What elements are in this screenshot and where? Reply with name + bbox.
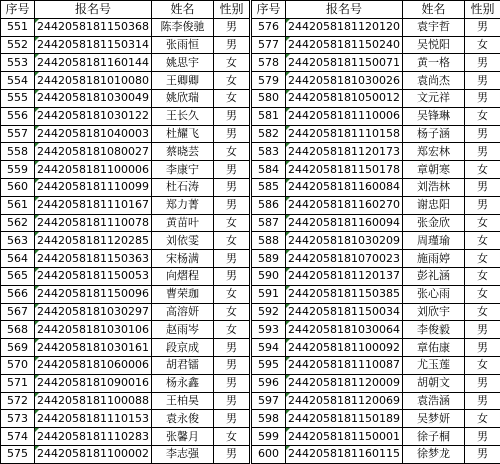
table-row [1, 54, 250, 72]
name-cell[interactable]: 张馨月 [152, 428, 214, 446]
seq-cell[interactable]: 561 [1, 196, 35, 214]
name-cell[interactable]: 胡朝文 [403, 374, 465, 392]
gender-cell[interactable]: 男 [465, 196, 500, 214]
table-row [1, 178, 250, 196]
name-cell[interactable]: 张金欣 [403, 214, 465, 232]
header-gender[interactable]: 性别 [214, 1, 250, 19]
gender-cell[interactable]: 男 [465, 18, 500, 36]
gender-cell[interactable]: 男 [214, 356, 250, 374]
seq-cell[interactable]: 554 [1, 72, 35, 90]
name-cell[interactable]: 郑力菁 [152, 196, 214, 214]
gender-cell[interactable]: 女 [214, 321, 250, 339]
seq-cell[interactable]: 575 [1, 445, 35, 463]
seq-cell[interactable]: 588 [252, 232, 286, 250]
name-cell[interactable]: 谢忠阳 [403, 196, 465, 214]
seq-cell[interactable]: 592 [252, 303, 286, 321]
table-row [252, 321, 500, 339]
gender-cell[interactable]: 女 [465, 214, 500, 232]
reg-number-cell[interactable]: 2442058181120069 [286, 392, 403, 410]
reg-number-cell[interactable]: 2442058181090016 [35, 374, 152, 392]
seq-cell[interactable]: 573 [1, 410, 35, 428]
gender-cell[interactable]: 男 [214, 392, 250, 410]
seq-cell[interactable]: 582 [252, 125, 286, 143]
seq-cell[interactable]: 581 [252, 107, 286, 125]
gender-cell[interactable]: 女 [214, 285, 250, 303]
gender-cell[interactable]: 男 [465, 445, 500, 463]
table-row [1, 161, 250, 179]
name-cell[interactable]: 杜石涛 [152, 178, 214, 196]
name-cell[interactable]: 袁浩涵 [403, 392, 465, 410]
name-cell[interactable]: 刘依雯 [152, 232, 214, 250]
name-cell[interactable]: 黄苗叶 [152, 214, 214, 232]
table-row [252, 125, 500, 143]
name-cell[interactable]: 刘浩林 [403, 178, 465, 196]
name-cell[interactable]: 袁宇哲 [403, 18, 465, 36]
table-row [1, 303, 250, 321]
reg-number-cell[interactable]: 2442058181110158 [286, 125, 403, 143]
gender-cell[interactable]: 女 [465, 356, 500, 374]
reg-number-cell[interactable]: 2442058181110283 [35, 428, 152, 446]
seq-cell[interactable]: 571 [1, 374, 35, 392]
gender-cell[interactable]: 女 [214, 54, 250, 72]
gender-cell[interactable]: 女 [465, 161, 500, 179]
reg-number-cell[interactable]: 2442058181100006 [35, 161, 152, 179]
reg-number-cell[interactable]: 2442058181110099 [35, 178, 152, 196]
name-cell[interactable]: 黄一格 [403, 54, 465, 72]
reg-number-cell[interactable]: 2442058181150385 [286, 285, 403, 303]
table-row [252, 285, 500, 303]
reg-number-cell[interactable]: 2442058181030064 [286, 321, 403, 339]
seq-cell[interactable]: 552 [1, 36, 35, 54]
gender-cell[interactable]: 女 [465, 267, 500, 285]
table-row [1, 374, 250, 392]
roster-body-right [252, 18, 500, 463]
name-cell[interactable]: 袁尚杰 [403, 72, 465, 90]
gender-cell[interactable]: 男 [465, 54, 500, 72]
gender-cell[interactable]: 男 [465, 374, 500, 392]
gender-cell[interactable]: 男 [214, 410, 250, 428]
gender-cell[interactable]: 女 [214, 428, 250, 446]
table-row [1, 410, 250, 428]
seq-cell[interactable]: 584 [252, 161, 286, 179]
seq-cell[interactable]: 563 [1, 232, 35, 250]
seq-cell[interactable]: 562 [1, 214, 35, 232]
table-row [252, 72, 500, 90]
table-row [252, 356, 500, 374]
gender-cell[interactable]: 男 [214, 178, 250, 196]
reg-number-cell[interactable]: 2442058181150096 [35, 285, 152, 303]
gender-cell[interactable]: 男 [214, 161, 250, 179]
seq-cell[interactable]: 578 [252, 54, 286, 72]
reg-number-cell[interactable]: 2442058181150240 [286, 36, 403, 54]
table-row [252, 303, 500, 321]
table-row [252, 232, 500, 250]
name-cell[interactable]: 彭礼涵 [403, 267, 465, 285]
seq-cell[interactable]: 585 [252, 178, 286, 196]
gender-cell[interactable]: 男 [214, 36, 250, 54]
name-cell[interactable]: 杨子涵 [403, 125, 465, 143]
table-row [1, 321, 250, 339]
table-row [252, 392, 500, 410]
reg-number-cell[interactable]: 2442058181120120 [286, 18, 403, 36]
name-cell[interactable]: 徐梦龙 [403, 445, 465, 463]
table-row [1, 107, 250, 125]
reg-number-cell[interactable]: 2442058181160115 [286, 445, 403, 463]
table-row [252, 410, 500, 428]
gender-cell[interactable]: 女 [465, 107, 500, 125]
name-cell[interactable]: 段京成 [152, 339, 214, 357]
table-row [252, 374, 500, 392]
name-cell[interactable]: 张雨恒 [152, 36, 214, 54]
header-seq[interactable]: 序号 [1, 1, 35, 19]
table-row [1, 250, 250, 268]
gender-cell[interactable]: 女 [465, 285, 500, 303]
reg-number-cell[interactable]: 2442058181150189 [286, 410, 403, 428]
table-row [252, 143, 500, 161]
seq-cell[interactable]: 566 [1, 285, 35, 303]
table-row [1, 143, 250, 161]
table-row [252, 89, 500, 107]
header-seq[interactable]: 序号 [252, 1, 286, 19]
table-row [252, 267, 500, 285]
reg-number-cell[interactable]: 2442058181150001 [286, 428, 403, 446]
name-cell[interactable]: 王柏昊 [152, 392, 214, 410]
seq-cell[interactable]: 598 [252, 410, 286, 428]
reg-number-cell[interactable]: 2442058181150071 [286, 54, 403, 72]
gender-cell[interactable]: 男 [465, 89, 500, 107]
gender-cell[interactable]: 男 [465, 125, 500, 143]
seq-cell[interactable]: 558 [1, 143, 35, 161]
seq-cell[interactable]: 577 [252, 36, 286, 54]
table-row [1, 214, 250, 232]
name-cell[interactable]: 文元祥 [403, 89, 465, 107]
gender-cell[interactable]: 男 [214, 339, 250, 357]
reg-number-cell[interactable]: 2442058181160094 [286, 214, 403, 232]
name-cell[interactable]: 向熠程 [152, 267, 214, 285]
gender-cell[interactable]: 男 [214, 374, 250, 392]
table-row [1, 36, 250, 54]
name-cell[interactable]: 郑宏林 [403, 143, 465, 161]
table-row [1, 285, 250, 303]
seq-cell[interactable]: 596 [252, 374, 286, 392]
name-cell[interactable]: 周瑾瑜 [403, 232, 465, 250]
gender-cell[interactable]: 男 [465, 143, 500, 161]
reg-number-cell[interactable]: 2442058181150178 [286, 161, 403, 179]
name-cell[interactable]: 袁永俊 [152, 410, 214, 428]
name-cell[interactable]: 章佑康 [403, 339, 465, 357]
header-name[interactable]: 姓名 [403, 1, 465, 19]
table-row [1, 72, 250, 90]
gender-cell[interactable]: 女 [214, 89, 250, 107]
seq-cell[interactable]: 556 [1, 107, 35, 125]
name-cell[interactable]: 赵雨岑 [152, 321, 214, 339]
header-row [252, 1, 500, 19]
table-row [1, 196, 250, 214]
table-row [252, 250, 500, 268]
table-row [1, 339, 250, 357]
name-cell[interactable]: 李康宁 [152, 161, 214, 179]
table-row [1, 356, 250, 374]
reg-number-cell[interactable]: 2442058181100092 [286, 339, 403, 357]
name-cell[interactable]: 李俊毅 [403, 321, 465, 339]
name-cell[interactable]: 宋杨满 [152, 250, 214, 268]
gender-cell[interactable]: 女 [214, 72, 250, 90]
header-gender[interactable]: 性别 [465, 1, 500, 19]
seq-cell[interactable]: 569 [1, 339, 35, 357]
name-cell[interactable]: 蔡晓芸 [152, 143, 214, 161]
reg-number-cell[interactable]: 2442058181050012 [286, 89, 403, 107]
reg-number-cell[interactable]: 2442058181030297 [35, 303, 152, 321]
reg-number-cell[interactable]: 2442058181110078 [35, 214, 152, 232]
table-row [1, 89, 250, 107]
reg-number-cell[interactable]: 2442058181030049 [35, 89, 152, 107]
table-row [252, 161, 500, 179]
seq-cell[interactable]: 597 [252, 392, 286, 410]
table-row [252, 445, 500, 463]
name-cell[interactable]: 徐子桐 [403, 428, 465, 446]
seq-cell[interactable]: 593 [252, 321, 286, 339]
reg-number-cell[interactable]: 2442058181160084 [286, 178, 403, 196]
gender-cell[interactable]: 男 [465, 392, 500, 410]
reg-number-cell[interactable]: 2442058181030122 [35, 107, 152, 125]
name-cell[interactable]: 姚欣瑞 [152, 89, 214, 107]
table-row [252, 178, 500, 196]
table-row [252, 196, 500, 214]
seq-cell[interactable]: 599 [252, 428, 286, 446]
gender-cell[interactable]: 男 [214, 267, 250, 285]
gender-cell[interactable]: 女 [214, 143, 250, 161]
table-row [252, 428, 500, 446]
table-row [252, 107, 500, 125]
seq-cell[interactable]: 551 [1, 18, 35, 36]
reg-number-cell[interactable]: 2442058181120285 [35, 232, 152, 250]
gender-cell[interactable]: 女 [465, 303, 500, 321]
header-reg-number[interactable]: 报名号 [286, 1, 403, 19]
reg-number-cell[interactable]: 2442058181150368 [35, 18, 152, 36]
gender-cell[interactable]: 男 [214, 18, 250, 36]
seq-cell[interactable]: 576 [252, 18, 286, 36]
gender-cell[interactable]: 男 [214, 125, 250, 143]
table-row [1, 392, 250, 410]
seq-cell[interactable]: 553 [1, 54, 35, 72]
reg-number-cell[interactable]: 2442058181150363 [35, 250, 152, 268]
reg-number-cell[interactable]: 2442058181150314 [35, 36, 152, 54]
reg-number-cell[interactable]: 2442058181010080 [35, 72, 152, 90]
header-name[interactable]: 姓名 [152, 1, 214, 19]
roster-body-left [1, 18, 250, 463]
seq-cell[interactable]: 572 [1, 392, 35, 410]
name-cell[interactable]: 高溶妍 [152, 303, 214, 321]
seq-cell[interactable]: 559 [1, 161, 35, 179]
name-cell[interactable]: 刘欣宇 [403, 303, 465, 321]
reg-number-cell[interactable]: 2442058181100002 [35, 445, 152, 463]
header-reg-number[interactable]: 报名号 [35, 1, 152, 19]
reg-number-cell[interactable]: 2442058181110087 [286, 356, 403, 374]
seq-cell[interactable]: 580 [252, 89, 286, 107]
reg-number-cell[interactable]: 2442058181120173 [286, 143, 403, 161]
name-cell[interactable]: 陈李俊驰 [152, 18, 214, 36]
gender-cell[interactable]: 男 [214, 445, 250, 463]
seq-cell[interactable]: 587 [252, 214, 286, 232]
reg-number-cell[interactable]: 2442058181060006 [35, 356, 152, 374]
seq-cell[interactable]: 567 [1, 303, 35, 321]
gender-cell[interactable]: 女 [465, 232, 500, 250]
seq-cell[interactable]: 591 [252, 285, 286, 303]
table-row [1, 125, 250, 143]
reg-number-cell[interactable]: 2442058181120137 [286, 267, 403, 285]
gender-cell[interactable]: 男 [465, 178, 500, 196]
reg-number-cell[interactable]: 2442058181030106 [35, 321, 152, 339]
reg-number-cell[interactable]: 2442058181110153 [35, 410, 152, 428]
seq-cell[interactable]: 557 [1, 125, 35, 143]
header-row [1, 1, 250, 19]
table-row [1, 267, 250, 285]
reg-number-cell[interactable]: 2442058181110006 [286, 107, 403, 125]
table-row [1, 445, 250, 463]
table-row [1, 232, 250, 250]
table-row [252, 214, 500, 232]
seq-cell[interactable]: 590 [252, 267, 286, 285]
name-cell[interactable]: 姚思宇 [152, 54, 214, 72]
table-row [1, 428, 250, 446]
seq-cell[interactable]: 586 [252, 196, 286, 214]
gender-cell[interactable]: 男 [465, 339, 500, 357]
name-cell[interactable]: 吴梦妍 [403, 410, 465, 428]
seq-cell[interactable]: 570 [1, 356, 35, 374]
gender-cell[interactable]: 男 [465, 72, 500, 90]
reg-number-cell[interactable]: 2442058181110167 [35, 196, 152, 214]
seq-cell[interactable]: 594 [252, 339, 286, 357]
name-cell[interactable]: 胡君镭 [152, 356, 214, 374]
reg-number-cell[interactable]: 2442058181160144 [35, 54, 152, 72]
reg-number-cell[interactable]: 2442058181030161 [35, 339, 152, 357]
reg-number-cell[interactable]: 2442058181030209 [286, 232, 403, 250]
seq-cell[interactable]: 595 [252, 356, 286, 374]
gender-cell[interactable]: 女 [214, 214, 250, 232]
seq-cell[interactable]: 568 [1, 321, 35, 339]
gender-cell[interactable]: 男 [214, 196, 250, 214]
table-row [1, 18, 250, 36]
reg-number-cell[interactable]: 2442058181030026 [286, 72, 403, 90]
reg-number-cell[interactable]: 2442058181120009 [286, 374, 403, 392]
seq-cell[interactable]: 583 [252, 143, 286, 161]
roster-table-right [251, 0, 500, 464]
table-row [252, 36, 500, 54]
name-cell[interactable]: 尤玉莲 [403, 356, 465, 374]
seq-cell[interactable]: 565 [1, 267, 35, 285]
gender-cell[interactable]: 女 [465, 410, 500, 428]
name-cell[interactable]: 吴锋琳 [403, 107, 465, 125]
reg-number-cell[interactable]: 2442058181040003 [35, 125, 152, 143]
gender-cell[interactable]: 女 [465, 36, 500, 54]
table-row [252, 54, 500, 72]
table-row [252, 18, 500, 36]
seq-cell[interactable]: 589 [252, 250, 286, 268]
reg-number-cell[interactable]: 2442058181100088 [35, 392, 152, 410]
reg-number-cell[interactable]: 2442058181160270 [286, 196, 403, 214]
name-cell[interactable]: 曹荣珈 [152, 285, 214, 303]
seq-cell[interactable]: 579 [252, 72, 286, 90]
seq-cell[interactable]: 600 [252, 445, 286, 463]
name-cell[interactable]: 李志强 [152, 445, 214, 463]
gender-cell[interactable]: 女 [214, 232, 250, 250]
name-cell[interactable]: 章朝寒 [403, 161, 465, 179]
gender-cell[interactable]: 男 [465, 428, 500, 446]
name-cell[interactable]: 吴悦阳 [403, 36, 465, 54]
gender-cell[interactable]: 女 [465, 250, 500, 268]
reg-number-cell[interactable]: 2442058181080027 [35, 143, 152, 161]
reg-number-cell[interactable]: 2442058181150053 [35, 267, 152, 285]
gender-cell[interactable]: 男 [214, 250, 250, 268]
name-cell[interactable]: 施雨婷 [403, 250, 465, 268]
name-cell[interactable]: 杜耀飞 [152, 125, 214, 143]
gender-cell[interactable]: 男 [465, 321, 500, 339]
gender-cell[interactable]: 男 [214, 107, 250, 125]
reg-number-cell[interactable]: 2442058181150034 [286, 303, 403, 321]
seq-cell[interactable]: 574 [1, 428, 35, 446]
name-cell[interactable]: 王长久 [152, 107, 214, 125]
name-cell[interactable]: 杨永鑫 [152, 374, 214, 392]
table-row [252, 339, 500, 357]
reg-number-cell[interactable]: 2442058181070023 [286, 250, 403, 268]
seq-cell[interactable]: 560 [1, 178, 35, 196]
name-cell[interactable]: 王卿卿 [152, 72, 214, 90]
seq-cell[interactable]: 555 [1, 89, 35, 107]
name-cell[interactable]: 张心雨 [403, 285, 465, 303]
gender-cell[interactable]: 女 [214, 303, 250, 321]
seq-cell[interactable]: 564 [1, 250, 35, 268]
